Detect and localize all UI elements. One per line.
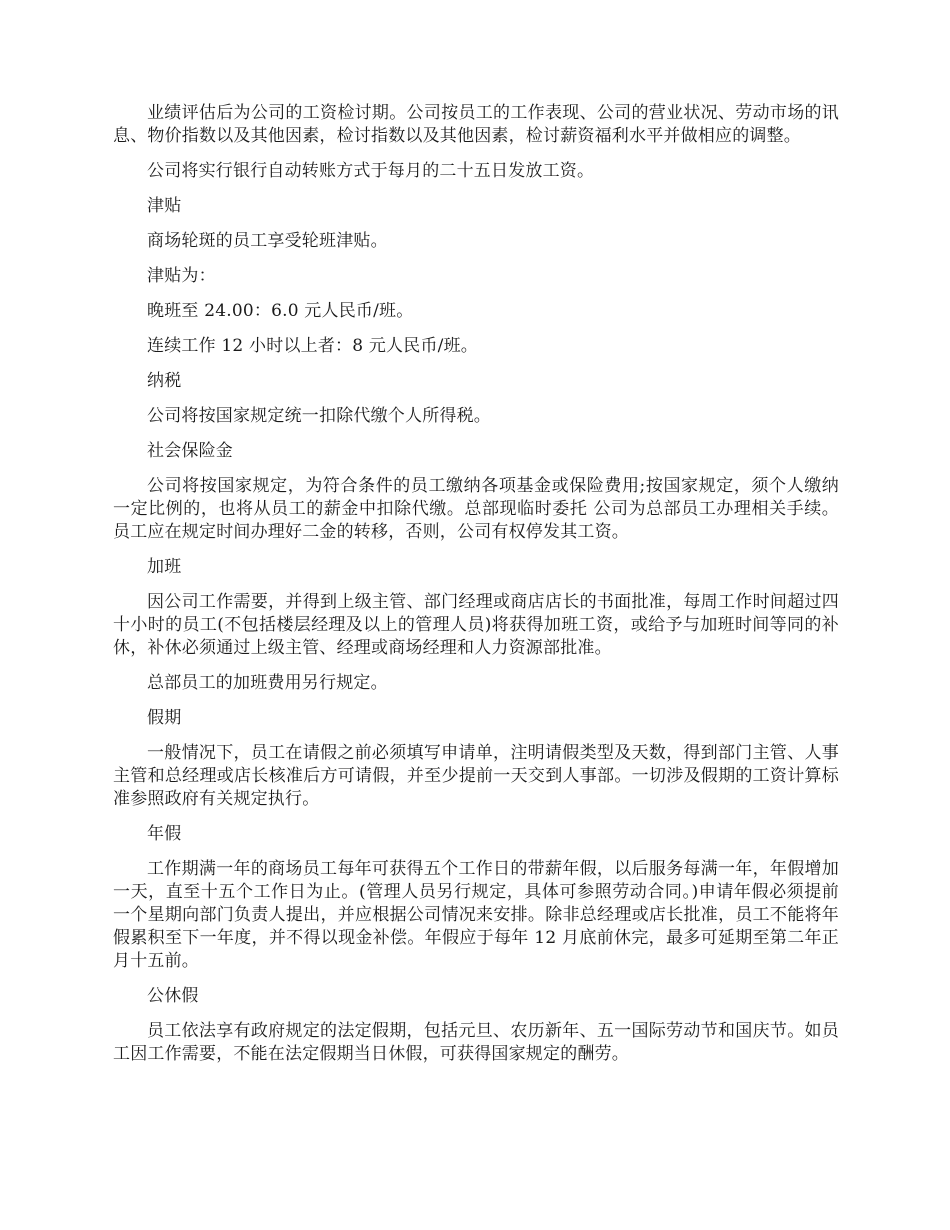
section-heading: 津贴 <box>147 196 182 216</box>
paragraph: 公司将按国家规定统一扣除代缴个人所得税。 <box>147 406 491 426</box>
paragraph: 晚班至 24.00：6.0 元人民币/班。 <box>147 301 414 321</box>
paragraph: 公司将按国家规定，为符合条件的员工缴纳各项基金或保险费用;按国家规定，须个人缴纳一定比例的，也将从员工的薪金中扣除代缴。总部现临时委托 公司为总部员工办理相关手续。员工应在规定时间办理好二金的转移，否则，公司有权停发其工资。 <box>113 476 839 542</box>
section-heading: 假期 <box>147 708 182 728</box>
paragraph: 因公司工作需要，并得到上级主管、部门经理或商店店长的书面批准，每周工作时间超过四十小时的员工(不包括楼层经理及以上的管理人员)将获得加班工资，或给予与加班时间等同的补休，补休必须通过上级主管、经理或商场经理和人力资源部批准。 <box>113 592 839 658</box>
paragraph: 员工依法享有政府规定的法定假期，包括元旦、农历新年、五一国际劳动节和国庆节。如员工因工作需要，不能在法定假期当日休假，可获得国家规定的酬劳。 <box>113 1021 839 1064</box>
section-heading: 年假 <box>147 824 182 844</box>
document-page <box>113 102 839 1078</box>
paragraph: 工作期满一年的商场员工每年可获得五个工作日的带薪年假，以后服务每满一年，年假增加一天，直至十五个工作日为止。(管理人员另行规定，具体可参照劳动合同。)申请年假必须提前一个星期向部门负责人提出，并应根据公司情况来安排。除非总经理或店长批准，员工不能将年假累积至下一年度，并不得以现金补偿。年假应于每年 12 月底前休完，最多可延期至第二年正月十五前。 <box>113 859 839 971</box>
paragraph: 业绩评估后为公司的工资检讨期。公司按员工的工作表现、公司的营业状况、劳动市场的讯息、物价指数以及其他因素，检讨指数以及其他因素，检讨薪资福利水平并做相应的调整。 <box>113 103 839 146</box>
paragraph: 商场轮斑的员工享受轮班津贴。 <box>147 231 388 251</box>
paragraph: 津贴为： <box>147 266 216 286</box>
paragraph: 总部员工的加班费用另行规定。 <box>147 673 388 693</box>
section-heading: 纳税 <box>147 371 182 391</box>
section-heading: 加班 <box>147 557 182 577</box>
paragraph: 公司将实行银行自动转账方式于每月的二十五日发放工资。 <box>147 161 595 181</box>
section-heading: 社会保险金 <box>147 441 233 461</box>
section-heading: 公休假 <box>147 986 199 1006</box>
paragraph: 连续工作 12 小时以上者：8 元人民币/班。 <box>147 336 478 356</box>
paragraph: 一般情况下，员工在请假之前必须填写申请单，注明请假类型及天数，得到部门主管、人事主管和总经理或店长核准后方可请假，并至少提前一天交到人事部。一切涉及假期的工资计算标准参照政府有关规定执行。 <box>113 743 839 809</box>
